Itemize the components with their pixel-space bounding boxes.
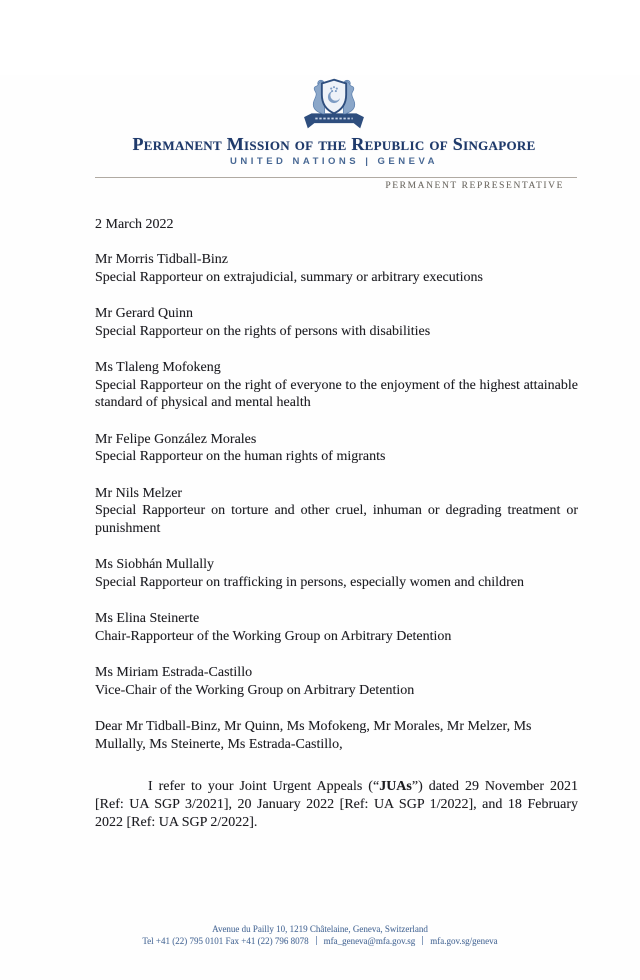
- recipient-title: Special Rapporteur on torture and other cruel, inhuman or degrading treatment or punishment: [95, 503, 578, 536]
- recipient-name: Ms Elina Steinerte: [95, 611, 200, 626]
- letter-page: [0, 75, 640, 980]
- footer-address: Avenue du Pailly 10, 1219 Châtelaine, Geneva, Switzerland: [212, 924, 428, 934]
- recipient-title: Special Rapporteur on the rights of persons with disabilities: [95, 323, 431, 339]
- paragraph-text: I refer to your Joint Urgent Appeals (“: [148, 779, 380, 794]
- recipient-block: [95, 556, 578, 591]
- paragraph-text: ”) dated 29 November 2021 [Ref: UA SGP 3/2021], 20 January 2022 [Ref: UA SGP 1/2022], and 18 February 2022 [Ref: UA SGP 2/2022].: [95, 779, 578, 830]
- recipient-title: Special Rapporteur on the human rights of migrants: [95, 449, 386, 464]
- mission-name: Permanent Mission of the Republic of Singapore: [132, 134, 536, 154]
- footer-separator: [316, 936, 317, 945]
- header-divider: [95, 177, 577, 178]
- singapore-state-crest-icon: [28, 75, 640, 133]
- recipient-title: Chair-Rapporteur of the Working Group on Arbitrary Detention: [95, 628, 452, 644]
- recipient-block: [95, 431, 578, 466]
- paragraph-bold-term: JUAs: [379, 779, 412, 794]
- recipient-name: Ms Siobhán Mullally: [95, 557, 215, 572]
- recipient-block: [95, 251, 578, 286]
- letter-date: 2 March 2022: [95, 217, 174, 232]
- letterhead-center: [0, 75, 640, 168]
- recipient-title: Vice-Chair of the Working Group on Arbitrary Detention: [95, 682, 415, 698]
- letter-footer: [0, 923, 640, 947]
- recipient-name: Mr Gerard Quinn: [95, 306, 193, 321]
- footer-separator: [422, 936, 423, 945]
- recipient-title: Special Rapporteur on trafficking in persons, especially women and children: [95, 574, 524, 590]
- recipient-name: Mr Felipe González Morales: [95, 431, 257, 447]
- recipient-block: [95, 305, 578, 340]
- salutation: Dear Mr Tidball-Binz, Mr Quinn, Ms Mofokeng, Mr Morales, Mr Melzer, Ms Mullally, Ms Steinerte, Ms Estrada-Castillo,: [95, 719, 532, 752]
- recipient-name: Ms Tlaleng Mofokeng: [95, 360, 221, 375]
- footer-contact-line: [0, 935, 640, 947]
- recipient-block: [95, 610, 578, 645]
- recipient-title: Special Rapporteur on the right of everyone to the enjoyment of the highest attainable standard of physical and mental health: [95, 377, 578, 410]
- sender-title: PERMANENT REPRESENTATIVE: [385, 181, 564, 191]
- recipient-block: [95, 664, 578, 699]
- letterhead: [0, 75, 640, 192]
- recipient-block: [95, 359, 578, 412]
- mission-subtitle: UNITED NATIONS | GENEVA: [230, 156, 438, 167]
- footer-website: mfa.gov.sg/geneva: [430, 936, 498, 946]
- footer-tel-fax: Tel +41 (22) 795 0101 Fax +41 (22) 796 8078: [142, 936, 309, 946]
- opening-paragraph: [95, 778, 578, 832]
- recipient-name: Mr Nils Melzer: [95, 485, 183, 501]
- recipient-name: Ms Miriam Estrada-Castillo: [95, 665, 253, 680]
- recipient-name: Mr Morris Tidball-Binz: [95, 252, 229, 267]
- recipient-list: [95, 251, 578, 699]
- recipient-title: Special Rapporteur on extrajudicial, summary or arbitrary executions: [95, 269, 483, 285]
- footer-email: mfa_geneva@mfa.gov.sg: [323, 936, 416, 946]
- recipient-block: [95, 485, 578, 538]
- letter-body: [95, 216, 578, 832]
